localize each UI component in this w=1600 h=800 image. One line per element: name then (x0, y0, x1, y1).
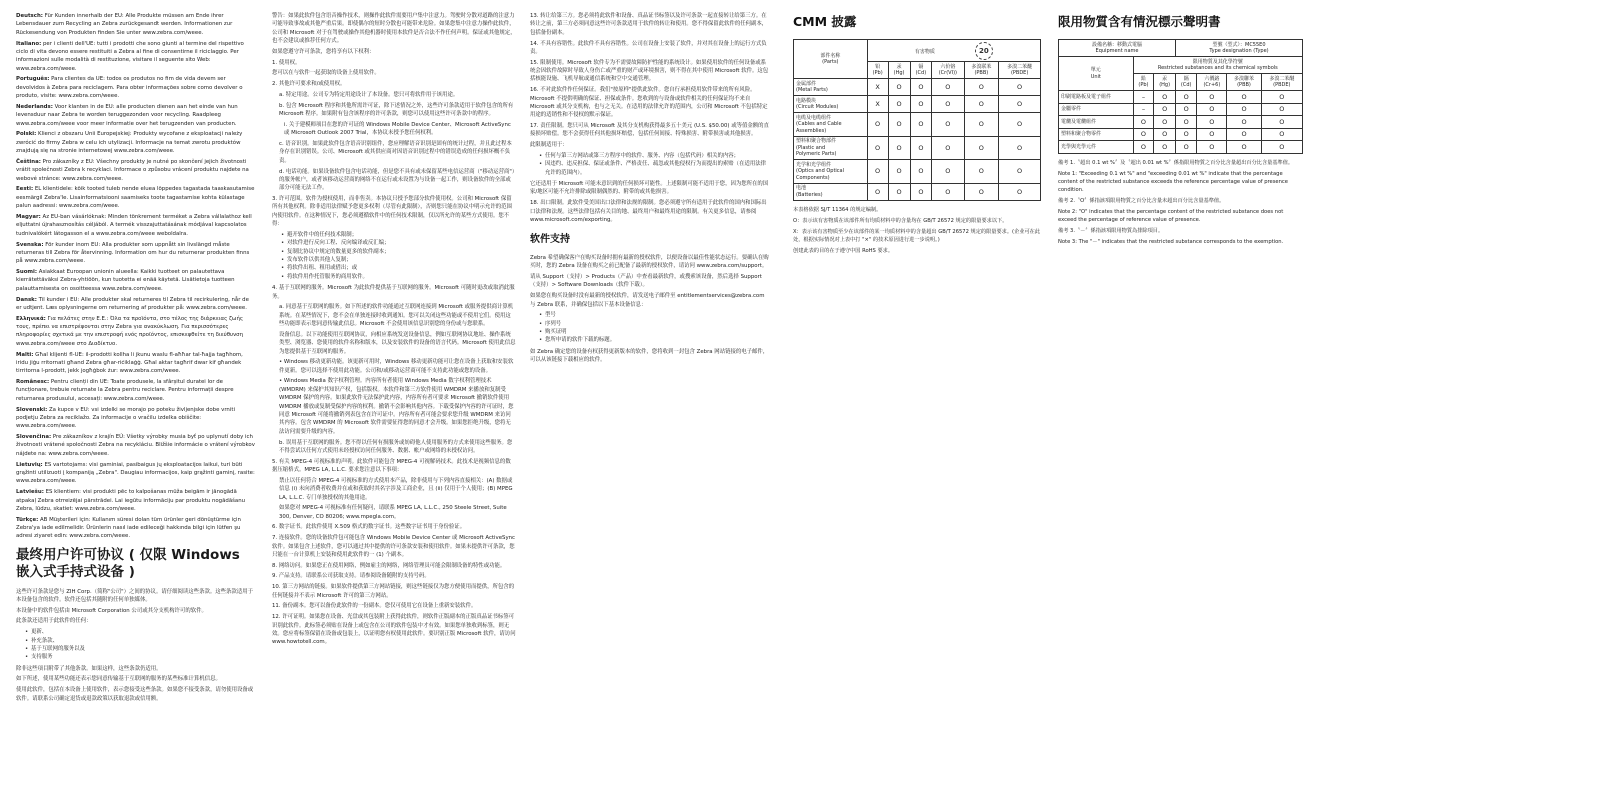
substance-value-cell: O (1227, 116, 1261, 128)
substance-header: 鉛 (Pb) (1133, 74, 1154, 91)
eula-paragraph: 14. 不具有容错性。此软件不具有容错性。公司在设备上安装了软件，并对其在设备上的运行方式负责。 (530, 40, 767, 55)
eula-paragraph: 6. 数字证书。此软件使用 X.509 格式的数字证书。这些数字证书用于身份验证。 (272, 524, 466, 531)
unit-name-cell: 電纜及電纜組件 (1059, 116, 1134, 128)
eula-paragraph: 您可以在与软件一起获取的设备上使用软件。 (272, 70, 380, 77)
language-text: Għal klijenti fl-UE: il-prodotti kollha li jkunu waslu fl-aħħar tal-ħajja tagħhom, iridu jiġu rritornati għand Zebra għar-riċiklaġġ. Għal aktar tagħrif dwar kif għandek tirritorna l-prodott, jekk jogħġbok żur: www.zebra.com/weee. (16, 351, 243, 375)
column-cmm-disclosure (793, 12, 1041, 790)
eula-paragraph: 禁止以任何符合 MPEG-4 可视标准的方式使用本产品，除非使用与下列内容直接相关：(A) 数据或信息 (i) 未向消费者收费并在或和获取时其名字涉及工商企业，且 (ii) 仅用于个人使用；(B) MPEG LA, L.L.C. 专门单独授权的其他用途。 (279, 477, 513, 501)
rohs-note: Note 2: "O" indicates that the percentage content of the restricted substance does not exceed the percentage of reference value of presence. (1058, 208, 1284, 223)
table-row (794, 113, 1041, 137)
substance-value-cell: O (964, 136, 999, 160)
substance-value-cell: O (888, 96, 910, 113)
substance-value-cell: O (910, 183, 932, 200)
unit-name-cell: 印刷電路板及電子組件 (1059, 91, 1134, 103)
column-weee-and-eula (16, 12, 256, 790)
part-name-cell: 电池 (Batteries) (794, 183, 868, 200)
substance-value-cell: O (1227, 91, 1261, 103)
language-text: Para clientes da UE: todos os produtos no fim de vida devem ser devolvidos à Zebra para reciclagem. Para obter informações sobre como devolver o produto, visite: www.zebra.com/weee. (16, 76, 243, 100)
substance-value-cell: O (1197, 128, 1227, 140)
eula-paragraph: 1. 使用权。 (272, 59, 301, 66)
language-name: Românesc: (16, 379, 50, 386)
weee-language-paragraph (16, 40, 256, 74)
language-text: Za kupce v EU: vsi izdelki se morajo po poteku življenjske dobe vrniti podjetju Zebra za reciklažo. Za informacije o vračilu izdelka obiščite: www.zebra.com/weee. (16, 406, 235, 430)
substance-value-cell: – (1133, 91, 1154, 103)
substance-value-cell: O (932, 113, 964, 137)
substance-value-cell: O (888, 183, 910, 200)
eula-paragraph: 16. 不对此软件作任何保证。我们"按原样"提供此软件。您自行承担使用软件带来的所有风险。Microsoft 不提供明确的保证、担保或条件。您收到的与设备或软件相关的任何保证均不来自 Microsoft 或其分支机构，也与之无关。在适用的法律允许的范围内，公司和 Microsoft 不包括特定用途的适销性和不侵权的默示保证。 (530, 87, 768, 119)
eula-paragraph: 9. 产品支持。请联系公司获取支持。请参阅设备随附的支持号码。 (272, 573, 430, 580)
list-item: • 基于互联网的服务以及 (26, 645, 256, 653)
weee-language-paragraph (16, 378, 256, 403)
weee-language-paragraph (16, 351, 256, 376)
parts-header: 部件名称 (Parts) (794, 40, 868, 79)
eula-paragraph: 如下所述，使用某些功能还表示您同意传输基于互联网的服务的某些标准计算机信息。 (16, 676, 221, 683)
eula-paragraph: 本设备中的软件包括由 Microsoft Corporation 公司或其分支机构许可的软件。 (16, 607, 207, 614)
substance-value-cell: O (1261, 116, 1302, 128)
language-text: EL klientidele: kõik tooted tuleb nende eluea lõppedes tagastada taaskasutamise eesmärgil Zebra'le. Lisainformatsiooni saamiseks toote tagastamise kohta külastage palun aadressi: www.zebra.com/weee. (16, 186, 255, 210)
column-eula-terms (272, 12, 516, 790)
part-name-cell: 光学和光学组件 (Optics and Optical Components) (794, 160, 868, 184)
weee-language-paragraph (16, 488, 256, 513)
eula-paragraph: 13. 转让给第三方。您必须将此软件和设备、真品证书标签以及许可条款一起直接转让给第三方。在转让之前，第三方必须同意这些许可条款适用于软件的转让和使用。您不得保留此软件的任何副本，包括备份副本。 (530, 13, 768, 36)
support-paragraph: 请从 Support（支持）> Products（产品）中查看最新软件，或搜索该设备，然后选择 Support（支持）> Software Downloads（软件下载）。 (530, 274, 762, 289)
substance-value-cell: O (964, 79, 999, 96)
substance-value-cell: O (1133, 141, 1154, 153)
substance-value-cell: O (910, 113, 932, 137)
cmm-note: X：表示该有害物质至少在该部件的某一均质材料中的含量超出 GB/T 26572 规定的限量要求。(企业可在此处，根据实际情况对上表中打 "×" 的技术原因进行进一步说明。) (793, 229, 1041, 244)
list-item: • 补充条款、 (26, 637, 256, 645)
rohs-note: Note 3: The "－" indicates that the restricted substance corresponds to the exemption. (1058, 239, 1284, 246)
table-row (1059, 141, 1303, 153)
substance-value-cell: O (1176, 91, 1197, 103)
column-taiwan-rohs (1058, 12, 1303, 790)
substance-value-cell: O (1261, 91, 1302, 103)
substance-header: 六價鉻 (Cr+6) (1197, 74, 1227, 91)
substance-value-cell: O (932, 183, 964, 200)
eula-paragraph: 8. 网络访问。如果您正在使用网络，例如雇主的网络，网络管理员可能会限制设备的特性或功能。 (272, 562, 506, 569)
language-text: ES klientiem: visi produkti pēc to kalpošanas mūža beigām ir jānogādā atpakaļ Zebra otrreizējai pārstrādei. Lai iegūtu informāciju par produktu nogādāšanu Zebra, lūdzu, skatiet: www.zebra.com/weee. (16, 489, 246, 512)
cmm-note: O：表示该有害物质在该部件所有均质材料中的含量均在 GB/T 26572 规定的限量要求以下。 (793, 217, 1008, 224)
eula-paragraph: 如果您对 MPEG-4 可视标准有任何疑问，请联系 MPEG LA, L.L.C., 250 Steele Street, Suite 300, Denver, CO 80206; www.mpegla.com。 (279, 505, 507, 520)
eula-paragraph: 17. 责任限制。您只可从 Microsoft 及其分支机构获得最多五十美元 (U.S. $50.00) 或等值金额的直接损坏赔偿。您不会获得任何其他损坏赔偿，包括任何间接、特殊损害、附带损害或其他损害。 (530, 123, 769, 138)
eula-paragraph: 使用此软件，包括在本设备上使用软件，表示您接受这些条款。如果您不接受条款，请勿使用设备或软件。请联系公司确定退货或退款政策以获取退款或信用额。 (16, 687, 254, 702)
table-row (1059, 91, 1303, 103)
eula-paragraph: 2. 其他许可要求和/或使用权。 (272, 81, 346, 88)
weee-language-paragraph (16, 213, 256, 238)
restricted-substances-header: 限用物質及其化學符號 Restricted substances and its chemical symbols (1133, 57, 1302, 74)
substance-value-cell: O (1133, 128, 1154, 140)
language-name: Dansk: (16, 296, 37, 303)
substance-value-cell: O (910, 136, 932, 160)
list-item: • 因违约、违反担保、保证或条件、严格责任、疏忽或其他侵权行为而提出的索赔（在适用法律允许的范围内）。 (540, 160, 770, 177)
table-row (794, 96, 1041, 113)
eula-paragraph: 4. 基于互联网的服务。Microsoft 为此软件提供基于互联网的服务。Microsoft 可随时更改或取消此服务。 (272, 285, 515, 300)
support-paragraph: 如果您在购买设备时没有最新的授权软件，请发送电子邮件至 entitlementservices@zebra.com 与 Zebra 联系，并确保包括以下基本设备信息： (530, 293, 765, 308)
table-row (794, 183, 1041, 200)
substance-value-cell: O (999, 96, 1041, 113)
substance-value-cell: O (1197, 91, 1227, 103)
substance-value-cell: O (1227, 103, 1261, 115)
eula-paragraph: 这些许可条款是您与 ZIH Corp.（简称"公司"）之间的协议。请仔细阅读这些条款。这些条款适用于本设备包含的软件。软件还包括其随附的任何单独媒体。 (16, 588, 253, 603)
list-item: • 避开软件中的任何技术限制； (282, 231, 516, 239)
substance-header: 多溴二苯醚 (PBDE) (1261, 74, 1302, 91)
substance-value-cell: O (1176, 141, 1197, 153)
substance-value-cell: O (1176, 116, 1197, 128)
language-name: Polski: (16, 131, 37, 138)
substance-value-cell: – (1133, 103, 1154, 115)
eula-paragraph: 如果您遵守许可条款，您将享有以下权利： (272, 48, 375, 55)
substance-header: 多溴二苯醚 (PBDE) (999, 62, 1041, 79)
eula-paragraph: b. 包含 Microsoft 程序和其他所需许可证，除下述情况之外，这些许可条款适用于软件包含的所有 Microsoft 程序。如果附有包含该程序的许可条款，则您可以使用这些许可条款中的程序。 (279, 102, 514, 118)
language-text: Pentru clienții din UE: Toate produsele, la sfârșitul duratei lor de funcționare, trebuie returnate la Zebra pentru reciclare. Pentru informații despre returnarea produsului, accesați: www.zebra.com/weee. (16, 379, 234, 402)
eula-paragraph: 除非这些项目附带了其他条款。如果这样，这些条款仍适用。 (16, 665, 162, 672)
eula-paragraph: 7. 连接软件。您的设备软件包可能包含 Windows Mobile Device Center 或 Microsoft ActiveSync 软件。如果包含上述软件，您可以通过其中提供的许可条款安装和使用软件。如果未提供许可条款，您只能在一台计算机上安装和使用此软件的一 (1) 个副本。 (272, 535, 516, 558)
table-row (1059, 103, 1303, 115)
substance-value-cell: O (888, 160, 910, 184)
eula-paragraph: d. 电话功能。如果设备软件包含电话功能，但是您不具有或未保留某些电信运营商（"移动运营商"）的服务帐户，或者该移动运营商的网络不在运行或未设置为与设备一起工作，则设备软件的全部或部分可能无法工作。 (279, 168, 515, 192)
eula-paragraph: • Windows 移动更新功能。该更新可用时，Windows 移动更新功能可让您在设备上获取和安装软件更新。您可以选择不使用此功能。公司和/或移动运营商可能不支持此功能或您的设备。 (279, 359, 514, 374)
substance-value-cell: O (888, 136, 910, 160)
substance-value-cell: O (999, 79, 1041, 96)
weee-language-paragraph (16, 406, 256, 431)
substance-value-cell: O (999, 136, 1041, 160)
list-item: • 型号 (540, 311, 770, 319)
weee-language-list (16, 12, 256, 541)
cmm-hazard-table (793, 39, 1041, 201)
limitation-list (540, 152, 770, 177)
language-text: Klienci z obszaru Unii Europejskiej: Produkty wycofane z eksploatacji należy zwrócić do firmy Zebra w celu ich utylizacji. Informacje na temat zwrotu produktów znajdują się na stronie internetowej www.zebra.com/weee. (16, 131, 243, 155)
weee-language-paragraph (16, 433, 256, 458)
taiwan-rohs-table (1058, 39, 1303, 153)
substance-value-cell: X (867, 96, 888, 113)
language-text: per i clienti dell'UE: tutti i prodotti che sono giunti al termine del rispettivo ciclo di vita devono essere restituiti a Zebra al fine di consentirne il riciclaggio. Per informazioni sulle modalità di restituzione, visitare il seguente sito Web: www.zebra.com/weee. (16, 40, 244, 72)
substance-header: 多溴聯苯 (PBB) (1227, 74, 1261, 91)
language-text: Pre zákazníkov z krajín EÚ: Všetky výrobky musia byť po uplynutí doby ich životnosti vrátené spoločnosti Zebra na recykláciu. Bližšie informácie o vrátení výrobkov nájdete na: www.zebra.com/weee. (16, 434, 255, 457)
language-name: Lietuvių: (16, 461, 43, 468)
eula-bullet-list (26, 628, 256, 662)
language-name: Malti: (16, 351, 34, 358)
eula-paragraph: 此条款还适用于此软件的任何： (16, 618, 92, 625)
language-name: Suomi: (16, 269, 38, 276)
eula-paragraph: a. 同意基于互联网的服务。如下所述的软件功能通过互联网连接到 Microsoft 或服务提供商计算机系统。在某些情况下，您不会在单独连接时收到通知。您可以关闭这些功能或不使用它们。使用这些功能即表示您同意传输此信息。Microsoft 不会使用该信息识别您的身份或与您联系。 (279, 304, 514, 328)
substance-value-cell: O (1261, 103, 1302, 115)
substance-value-cell: O (1176, 103, 1197, 115)
substance-value-cell: O (867, 160, 888, 184)
eula-paragraph: • Windows Media 数字权利管理。内容所有者使用 Windows Media 数字权利管理技术 (WMDRM) 来保护其知识产权，包括版权。本软件和第三方软件使用 WMDRM 来播放和复制受 WMDRM 保护的内容。如果此软件无法保护此内容，内容所有者可要求 Microsoft 撤销软件使用 WMDRM 播放或复制受保护内容的权利。撤销不会影响其他内容。下载受保护内容的许可证时，您同意 Microsoft 可能将撤销列表包含在许可证中。内容所有者可能会要求您升级 WMDRM 来访问其内容。包含 WMDRM 的 Microsoft 软件需要征得您的同意才会升级。如果您拒绝升级，您将无法访问需要升级的内容。 (279, 378, 514, 435)
language-name: Türkçe: (16, 516, 39, 523)
rohs-note: 備考 3.〝－〞係指該項限用物質為排除項目。 (1058, 228, 1164, 234)
list-item: • 支持服务 (26, 653, 256, 661)
unit-name-cell: 金屬零件 (1059, 103, 1134, 115)
weee-language-paragraph (16, 103, 256, 128)
weee-language-paragraph (16, 130, 256, 155)
eula-paragraph: 12. 许可证明。如果您在设备、光盘或其包装附上获得此软件，则软件正版副本的正版真品证书标签可识别此软件。此标签必须贴在设备上或包含在公司的软件包装中才有效。如果您单独收到标签，则无效。您应将标签保留在设备或包装上，以证明您有权使用此软件。要识别正版 Microsoft 软件，请访问 www.howtotell.com。 (272, 614, 516, 646)
substance-value-cell: O (1227, 141, 1261, 153)
language-text: Az EU-ban vásárlóknak: Minden tönkrement terméket a Zebra vállalathoz kell eljuttatni újrahasznosítás céljából. A termék visszajuttatásának módjával kapcsolatos tudnivalókért látogasson el a www.zebra.com/weee weboldalra. (16, 213, 252, 237)
weee-language-paragraph (16, 75, 256, 100)
eula-paragraph: b. 误用基于互联网的服务。您不得以任何有损服务或妨碍他人使用服务的方式来使用这些服务。您不得尝试以任何方式使用未经授权访问任何服务、数据、帐户或网络的未授权访问。 (279, 439, 513, 454)
substance-value-cell: O (964, 183, 999, 200)
equipment-name-cell: 設備名稱：移動式電腦 Equipment name (1059, 40, 1176, 57)
weee-language-paragraph (16, 185, 256, 210)
eula-paragraph: i. 关于建模师项目在您的许可证的 Windows Mobile Device Center、Microsoft ActiveSync 或 Microsoft Outlook 2007 Trial，本协议未授予您任何权利。 (284, 121, 511, 137)
substance-value-cell: O (1154, 91, 1176, 103)
substance-header: 多溴联苯 (PBB) (964, 62, 999, 79)
language-text: Pro zákazníky z EU: Všechny produkty je nutné po skončení jejich životnosti vrátit společnosti Zebra k recyklaci. Informace o způsobu vrácení produktu najdete na webové stránce: www.zebra.com/weee. (16, 158, 249, 182)
weee-language-paragraph (16, 461, 256, 486)
table-row (1059, 128, 1303, 140)
language-text: Για πελάτες στην Ε.Ε.: Όλα τα προϊόντα, στο τέλος της διάρκειας ζωής τους, πρέπει να επιστρέφονται στην Zebra για ανακύκλωση. Για περισσότερες πληροφορίες σχετικά με την επιστροφή ενός προϊόντος, επισκεφθείτε τη διεύθυνση www.zebra.com/weee στο Διαδίκτυο. (16, 315, 244, 347)
support-paragraph: 如 Zebra 确定您的设备有权获得更新版本的软件，您将收到一封包含 Zebra 网站链接的电子邮件，可以从该链接下载相应的软件。 (530, 348, 769, 364)
substance-header: 铅 (Pb) (867, 62, 888, 79)
list-item: • 更新、 (26, 628, 256, 636)
weee-language-paragraph (16, 241, 256, 266)
eula-paragraph: 5. 有关 MPEG-4 可视标准的声明。此软件可能包含 MPEG-4 可视解码技术。此技术是视频信息的数据压缩格式。MPEG LA, L.L.C. 要求您注意以下事项： (272, 458, 511, 474)
rohs-note: 備考 2.〝O〞係指該項限用物質之百分比含量未超出百分比含量基準值。 (1058, 197, 1225, 204)
substance-value-cell: O (932, 79, 964, 96)
table-row (1059, 116, 1303, 128)
column-eula-and-support (530, 12, 770, 790)
substance-header: 鎘 (Cd) (1176, 74, 1197, 91)
unit-name-cell: 塑料和聚合物零件 (1059, 128, 1134, 140)
language-text: Til kunder i EU: Alle produkter skal returneres til Zebra til recirkulering, når de er udtjent. Læs oplysningerne om returnering af produkter på: www.zebra.com/weee. (16, 296, 249, 311)
list-item: • 任何与第三方网站或第三方程序中的软件、服务、内容（包括代码）相关的内容； (540, 152, 770, 160)
language-text: Asiakkaat Euroopan unionin alueella: Kaikki tuotteet on palautettava kierrätettäväksi Zebra-yhtiöön, kun tuotetta ei enää käytetä. Lisätietoja tuotteen palauttamisesta on osoitteessa www.zebra.com/weee. (16, 269, 235, 292)
language-name: Svenska: (16, 241, 44, 248)
support-paragraph: Zebra 希望确保客户在购买设备时拥有最新的授权软件，以便设备以最佳性能状态运行。要确认在购买时，您的 Zebra 设备在购买之前已配备了最新的授权软件，请访问 www.zebra.com/support。 (530, 254, 769, 270)
substance-header: 汞 (Hg) (1154, 74, 1176, 91)
weee-language-paragraph (16, 12, 256, 37)
cmm-note: 本表格依据 SJ/T 11364 的规定编制。 (793, 206, 882, 213)
substance-value-cell: O (888, 79, 910, 96)
language-name: Nederlands: (16, 103, 53, 110)
language-name: Deutsch: (16, 13, 43, 19)
language-text: Für Kunden innerhalb der EU: Alle Produkte müssen am Ende ihrer Lebensdauer zum Recycling an Zebra zurückgesandt werden. Informationen zur Rückesendung von Produkten finden Sie unter www.zebra.com/weee. (16, 13, 233, 36)
list-item: • 复制比协议中规定的数量更多的软件副本； (282, 248, 516, 256)
substance-value-cell: O (932, 96, 964, 113)
cmm-note: 创建此表的目的在于遵守中国 RoHS 要求。 (793, 248, 894, 255)
substance-value-cell: O (910, 160, 932, 184)
substance-value-cell: O (910, 96, 932, 113)
substance-value-cell: O (1197, 116, 1227, 128)
hazard-header (867, 40, 1040, 62)
substance-value-cell: O (867, 113, 888, 137)
substance-value-cell: O (1154, 103, 1176, 115)
eula-paragraph: 11. 备份副本。您可以备份此软件的一份副本。您仅可使用它在设备上重新安装软件。 (272, 603, 477, 610)
language-text: Voor klanten in de EU: alle producten dienen aan het einde van hun levensduur naar Zebra te worden teruggezonden voor recycling. Raadpleeg www.zebra.com/weee voor meer informatie over het terugzenden van producten. (16, 103, 238, 127)
list-item: • 对软件进行反向工程、反向编译或反汇编； (282, 239, 516, 247)
substance-value-cell: O (999, 113, 1041, 137)
substance-value-cell: O (932, 160, 964, 184)
language-text: AB Müşterileri için: Kullanım süresi dolan tüm ürünler geri dönüştürme için Zebra'ya iade edilmelidir. Ürünlerin nasıl iade edileceği hakkında bilgi için lütfen şu adresi ziyaret edin: www.zebra.com/weee. (16, 516, 241, 540)
language-name: Čeština: (16, 158, 41, 165)
eula-paragraph: a. 特定用途。公司专为特定用途设计了本设备。您只可将软件用于该用途。 (279, 91, 459, 98)
language-name: Slovenski: (16, 406, 48, 413)
eula-title: 最终用户许可协议 ( 仅限 Windows 嵌入式手持式设备 ) (16, 546, 240, 580)
warning-paragraph: 警告：如果此软件包含语音操作技术，则操作此软件需要用户集中注意力。驾驶时分散对道路的注意力可能导致事故或其他严重后果。即使偶尔的短时分散也可能带来危险。如果您集中注意力操作此软件，公司和 Microsoft 对于在驾驶或操作其他机器时使用本软件是否合法不作任何声明。保证或其他规定，也不会建议或推荐任何方式。 (272, 13, 516, 45)
eula-paragraph: 18. 出口限制。此软件受美国出口法律和法规的限制。您必须遵守所有适用于此软件的国内和国际出口法律和法规。这些法律包括有关目的地、最终用户和最终用途的限制。有关更多信息，请参阅 www.microsoft.com/exporting。 (530, 200, 767, 223)
substance-value-cell: O (1176, 128, 1197, 140)
eula-paragraph: 3. 许可范围。软件为授权使用，而非售卖。本协议只授予您部分软件使用权。公司和 Microsoft 保留所有其他权利。除非适用法律赋予您更多权利（尽管有此限制），否则您只能在协议中明示允许的范围内使用软件。在这种情况下，您必须遵循软件中的任何技术限制，仅以所允许的某些方式使用。您不得： (272, 196, 512, 228)
restriction-list (282, 231, 516, 281)
substance-value-cell: X (867, 79, 888, 96)
type-designation-cell: 型號（型式）：MC55E0 Type designation (Type) (1176, 40, 1303, 57)
unit-name-cell: 光學與光學元件 (1059, 141, 1134, 153)
substance-header: 六价铬 (Cr(VI)) (932, 62, 964, 79)
substance-header: 汞 (Hg) (888, 62, 910, 79)
substance-value-cell: O (867, 183, 888, 200)
taiwan-rohs-heading: 限用物質含有情況標示聲明書 (1058, 14, 1221, 29)
substance-value-cell: O (1154, 116, 1176, 128)
table-row (794, 79, 1041, 96)
part-name-cell: 塑料和聚合物部件 (Plastic and Polymeric Parts) (794, 136, 868, 160)
part-name-cell: 电路模块 (Circuit Modules) (794, 96, 868, 113)
list-item: • 序列号 (540, 320, 770, 328)
device-info-list (540, 311, 770, 345)
substance-value-cell: O (888, 113, 910, 137)
eula-paragraph: 设备信息。以下功能使用互联网协议，向相应系统发送设备信息，例如互联网协议地址、操作系统类型、浏览器、您使用的软件名称和版本，以及安装软件的设备的语言代码。Microsoft 使用此信息为您提供基于互联网的服务。 (279, 331, 516, 355)
list-item: • 您所申请的软件下载的标题。 (540, 336, 770, 344)
language-name: Eesti: (16, 186, 34, 193)
substance-value-cell: O (1197, 141, 1227, 153)
language-name: Latviešu: (16, 489, 44, 496)
eula-paragraph: 10. 第三方网站的链接。如果软件提供第三方网站链接，则这些链接仅为您方便使用而提供，所包含的任何链接并不表示 Microsoft 许可的第三方网站。 (272, 584, 515, 599)
substance-value-cell: O (1227, 128, 1261, 140)
eula-paragraph: 此限制适用于： (530, 142, 568, 149)
part-name-cell: 电缆及电缆组件 (Cables and Cable Assemblies) (794, 113, 868, 137)
hazard-header-label: 有害物质 (914, 48, 935, 55)
substance-header: 镉 (Cd) (910, 62, 932, 79)
substance-value-cell: O (964, 113, 999, 137)
list-item: • 购买证明 (540, 328, 770, 336)
substance-value-cell: O (1197, 103, 1227, 115)
substance-value-cell: O (999, 183, 1041, 200)
language-name: Português: (16, 76, 50, 83)
language-text: För kunder inom EU: Alla produkter som uppnått sin livslängd måste returneras till Zebra för återvinning. Information om hur du returnerar produkten finns på www.zebra.com/weee. (16, 241, 250, 265)
language-name: Italiano: (16, 40, 42, 47)
eula-paragraph: 15. 限制使用。Microsoft 软件专为不需要故障防护性能的系统设计。如果使用软件的任何设备或系统会因软件故障时导致人身伤亡或严重的财产或环境损害，则不得在其中使用 Microsoft 软件。这包括核能设施、飞机导航或通信系统和空中交通管理。 (530, 59, 769, 83)
eula-paragraph: 它还适用于 Microsoft 可能未意识到的任何损坏可能性。上述限制可能不适用于您，因为您所在的国家/地区可能不允许排除或限制偶然的、附带的或其他损害。 (530, 181, 769, 196)
weee-language-paragraph (16, 268, 256, 293)
substance-value-cell: O (867, 136, 888, 160)
part-name-cell: 金属部件 (Metal Parts) (794, 79, 868, 96)
weee-language-paragraph (16, 158, 256, 183)
language-name: Ελληνικά: (16, 315, 46, 322)
substance-value-cell: O (999, 160, 1041, 184)
environment-friendly-period-icon: 20 (975, 42, 993, 60)
unit-header: 單元 Unit (1059, 57, 1134, 91)
language-text: ES vartotojams: visi gaminiai, pasibaigus jų eksploatacijos laikui, turi būti grąžinti utilizuoti į kompaniją „Zebra". Daugiau informacijos, kaip grąžinti gaminį, rasite: www.zebra.com/weee. (16, 461, 255, 485)
weee-language-paragraph (16, 516, 256, 541)
substance-value-cell: O (1261, 141, 1302, 153)
substance-value-cell: O (932, 136, 964, 160)
weee-language-paragraph (16, 296, 256, 313)
rohs-note: 備考 1.〝超出 0.1 wt %〞及〝超出 0.01 wt %〞係指限用物質之百分比含量超出百分比含量基準值。 (1058, 159, 1294, 166)
substance-value-cell: O (1154, 128, 1176, 140)
cmm-heading: CMM 披露 (793, 14, 857, 29)
weee-language-paragraph (16, 315, 256, 349)
list-item: • 将软件用作托管服务的商用软件。 (282, 273, 516, 281)
substance-value-cell: O (964, 160, 999, 184)
substance-value-cell: O (1154, 141, 1176, 153)
table-row (794, 160, 1041, 184)
language-name: Slovenčina: (16, 434, 52, 441)
software-support-heading: 软件支持 (530, 234, 570, 246)
substance-value-cell: O (964, 96, 999, 113)
language-name: Magyar: (16, 213, 41, 220)
list-item: • 将软件出租、租用或借出；或 (282, 264, 516, 272)
list-item: • 发布软件以供其他人复制； (282, 256, 516, 264)
substance-value-cell: O (1133, 116, 1154, 128)
substance-value-cell: O (910, 79, 932, 96)
rohs-note: Note 1: "Exceeding 0.1 wt %" and "exceeding 0.01 wt %" indicate that the percentage content of the restricted substance exceeds the reference percentage value of presence condition. (1058, 170, 1288, 193)
table-row (794, 136, 1041, 160)
substance-value-cell: O (1261, 128, 1302, 140)
eula-paragraph: c. 语音识别。如果此软件包含语音识别组件，您应理解语音识别是固有的统计过程，并且此过程本身存在识别错误。公司、Microsoft 或其供应商对因语音识别过程中的错误造成的任何损坏概不负责。 (279, 141, 512, 164)
